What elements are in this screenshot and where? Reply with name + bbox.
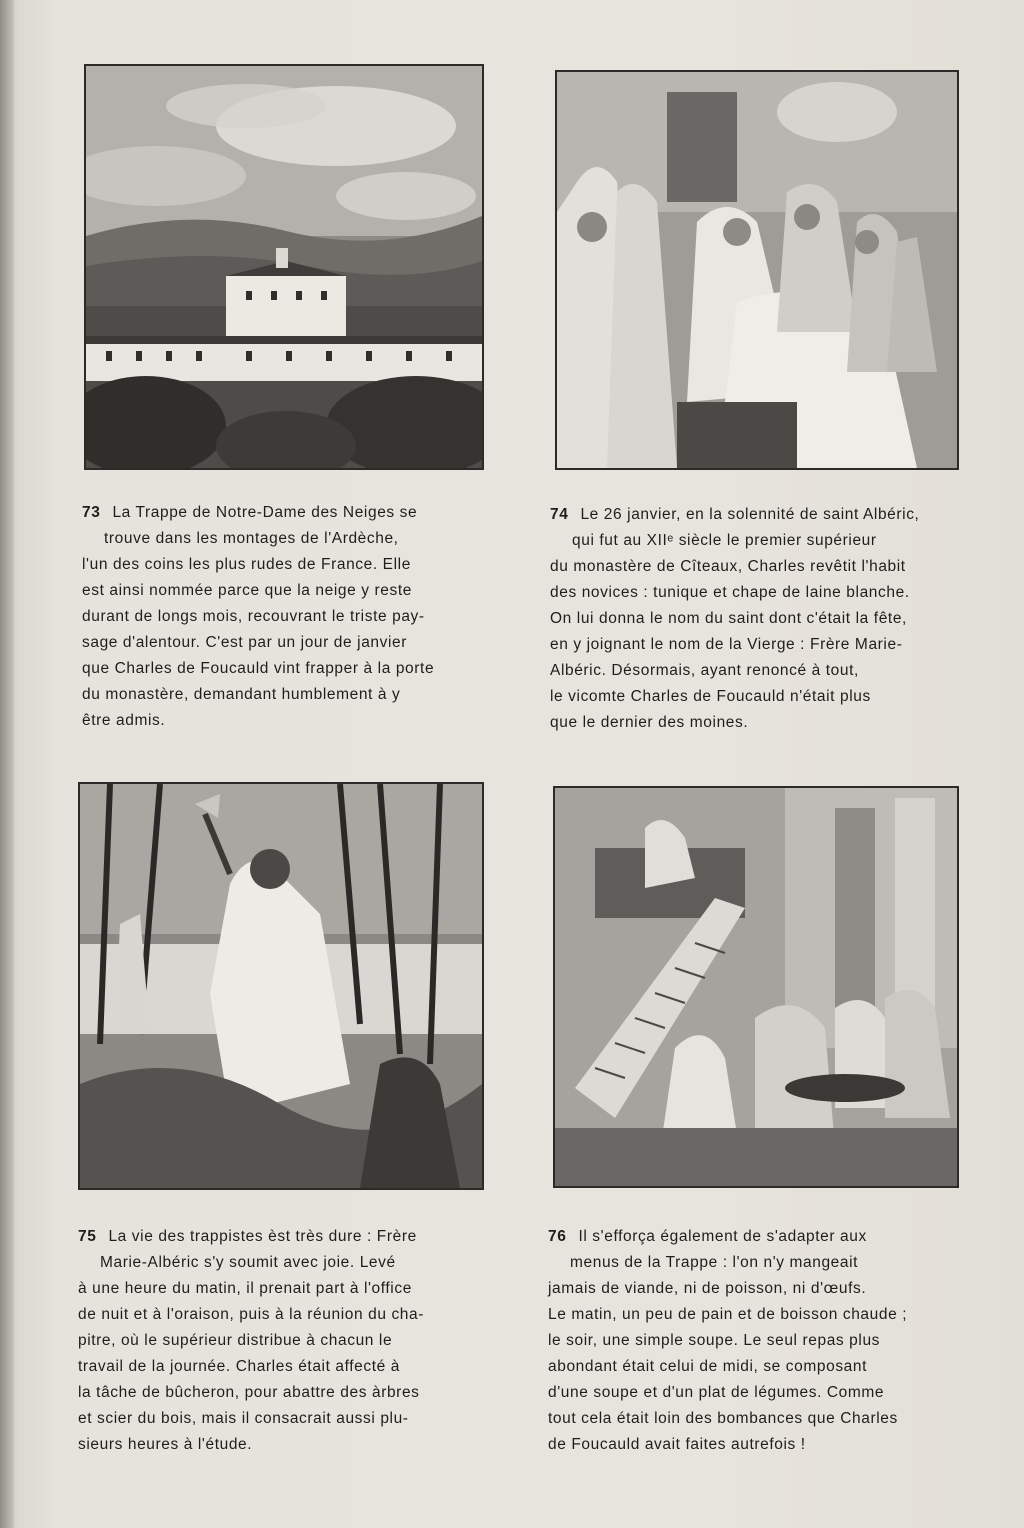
caption-74-line: des novices : tunique et chape de laine blanche.	[550, 584, 910, 601]
caption-76-first-line: 76 Il s'efforça également de s'adapter aux	[548, 1228, 867, 1245]
caption-74-line: du monastère de Cîteaux, Charles revêtit l'habit	[550, 558, 906, 575]
caption-76-line: jamais de viande, ni de poisson, ni d'œufs.	[548, 1280, 867, 1297]
illustration-76-refectory	[553, 786, 959, 1188]
caption-75-line: pitre, où le supérieur distribue à chacun le	[78, 1332, 393, 1349]
caption-73-line: l'un des coins les plus rudes de France. Elle	[82, 556, 411, 573]
illustration-75-woodcutter	[78, 782, 484, 1190]
caption-74-line: le vicomte Charles de Foucauld n'était plus	[550, 688, 871, 705]
caption-number: 76	[548, 1228, 567, 1245]
caption-75-line: Marie-Albéric s'y soumit avec joie. Levé	[100, 1254, 396, 1271]
caption-number: 73	[82, 504, 101, 521]
caption-76-line: Le matin, un peu de pain et de boisson chaude ;	[548, 1306, 908, 1323]
caption-76-line: menus de la Trappe : l'on n'y mangeait	[570, 1254, 859, 1271]
caption-73-line: est ainsi nommée parce que la neige y reste	[82, 582, 412, 599]
caption-74-line: On lui donna le nom du saint dont c'était la fête,	[550, 610, 907, 627]
caption-73-line: être admis.	[82, 712, 166, 729]
caption-73-line: trouve dans les montages de l'Ardèche,	[104, 530, 399, 547]
illustration-73-monastery	[84, 64, 484, 470]
caption-number: 74	[550, 506, 569, 523]
caption-74	[550, 502, 962, 736]
caption-74-line: Albéric. Désormais, ayant renoncé à tout,	[550, 662, 859, 679]
caption-75-first-line: 75 La vie des trappistes èst très dure : Frère	[78, 1228, 417, 1245]
caption-76-line: d'une soupe et d'un plat de légumes. Comme	[548, 1384, 885, 1401]
caption-73-line: du monastère, demandant humblement à y	[82, 686, 401, 703]
illustration-74-ceremony	[555, 70, 959, 470]
caption-74-line: que le dernier des moines.	[550, 714, 749, 731]
caption-73	[82, 500, 494, 734]
page-binding	[0, 0, 14, 1528]
caption-74-line: en y joignant le nom de la Vierge : Frère Marie-	[550, 636, 903, 653]
caption-75-line: de nuit et à l'oraison, puis à la réunion du cha-	[78, 1306, 425, 1323]
caption-73-line: durant de longs mois, recouvrant le triste pay-	[82, 608, 425, 625]
caption-75	[78, 1224, 490, 1458]
caption-76-line: de Foucauld avait faites autrefois !	[548, 1436, 806, 1453]
caption-73-first-line: 73 La Trappe de Notre-Dame des Neiges se	[82, 504, 418, 521]
caption-76-line: abondant était celui de midi, se composant	[548, 1358, 868, 1375]
caption-75-line: et scier du bois, mais il consacrait aussi plu-	[78, 1410, 409, 1427]
caption-75-line: à une heure du matin, il prenait part à l'office	[78, 1280, 412, 1297]
caption-75-line: sieurs heures à l'étude.	[78, 1436, 253, 1453]
caption-76-line: tout cela était loin des bombances que Charles	[548, 1410, 898, 1427]
caption-74-first-line: 74 Le 26 janvier, en la solennité de saint Albéric,	[550, 506, 920, 523]
caption-74-line: qui fut au XIIᵉ siècle le premier supérieur	[572, 532, 877, 549]
caption-76-line: le soir, une simple soupe. Le seul repas plus	[548, 1332, 881, 1349]
caption-76	[548, 1224, 960, 1458]
caption-73-line: sage d'alentour. C'est par un jour de janvier	[82, 634, 408, 651]
caption-75-line: la tâche de bûcheron, pour abattre des àrbres	[78, 1384, 420, 1401]
caption-number: 75	[78, 1228, 97, 1245]
caption-73-line: que Charles de Foucauld vint frapper à la porte	[82, 660, 435, 677]
caption-75-line: travail de la journée. Charles était affecté à	[78, 1358, 400, 1375]
